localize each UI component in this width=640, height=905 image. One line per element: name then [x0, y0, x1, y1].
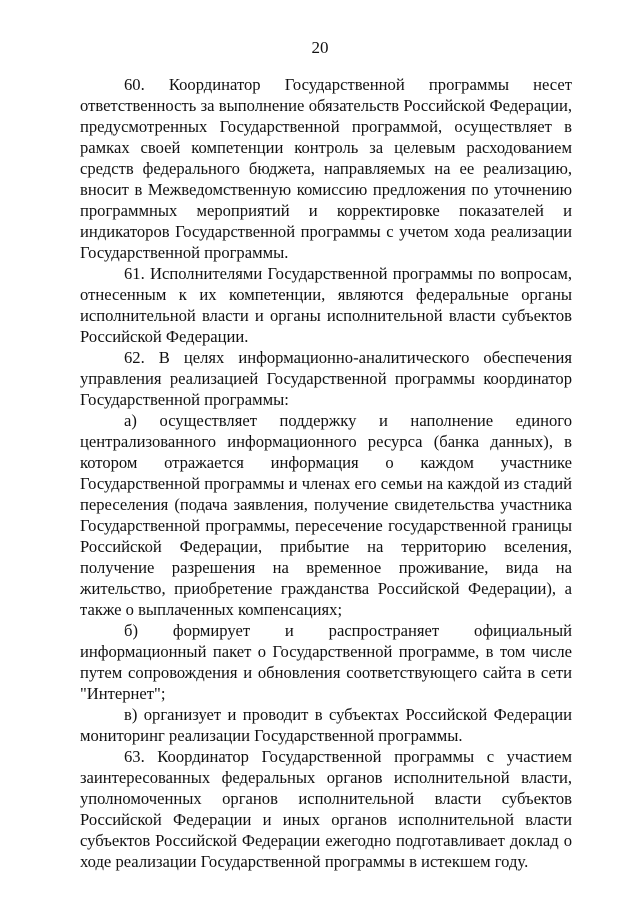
- paragraph-60: 60. Координатор Государственной программы несет ответственность за выполнение обязательств Российской Федерации, предусмотренных Государственной программой, осуществляет в рамках своей компетенции контроль за целевым расходованием средств федерального бюджета, направляемых на ее реализацию, вносит в Межведомственную комиссию предложения по уточнению программных мероприятий и корректировке показателей и индикаторов Государственной программы с учетом хода реализации Государственной программы.: [80, 75, 572, 262]
- paragraph-62-a: а) осуществляет поддержку и наполнение единого централизованного информационного ресурса (банка данных), в котором отражается информация о каждом участнике Государственной программы и членах его семьи на каждой из стадий переселения (подача заявления, получение свидетельства участника Государственной программы, пересечение государственной границы Российской Федерации, прибытие на территорию вселения, получение разрешения на временное проживание, вида на жительство, приобретение гражданства Российской Федерации), а также о выплаченных компенсациях;: [80, 411, 572, 619]
- paragraph-61: 61. Исполнителями Государственной программы по вопросам, отнесенным к их компетенции, являются федеральные органы исполнительной власти и органы исполнительной власти субъектов Российской Федерации.: [80, 264, 572, 346]
- document-body: [80, 74, 572, 872]
- paragraph-62: 62. В целях информационно-аналитического обеспечения управления реализацией Государственной программы координатор Государственной программы:: [80, 348, 572, 409]
- paragraph-63: 63. Координатор Государственной программы с участием заинтересованных федеральных органов исполнительной власти, уполномоченных органов исполнительной власти субъектов Российской Федерации и иных органов исполнительной власти субъектов Российской Федерации ежегодно подготавливает доклад о ходе реализации Государственной программы в истекшем году.: [80, 747, 572, 871]
- page-number: 20: [311, 38, 329, 57]
- paragraph-62-b: б) формирует и распространяет официальный информационный пакет о Государственной программе, в том числе путем сопровождения и обновления соответствующего сайта в сети "Интернет";: [80, 621, 572, 703]
- paragraph-62-v: в) организует и проводит в субъектах Российской Федерации мониторинг реализации Государственной программы.: [80, 705, 572, 745]
